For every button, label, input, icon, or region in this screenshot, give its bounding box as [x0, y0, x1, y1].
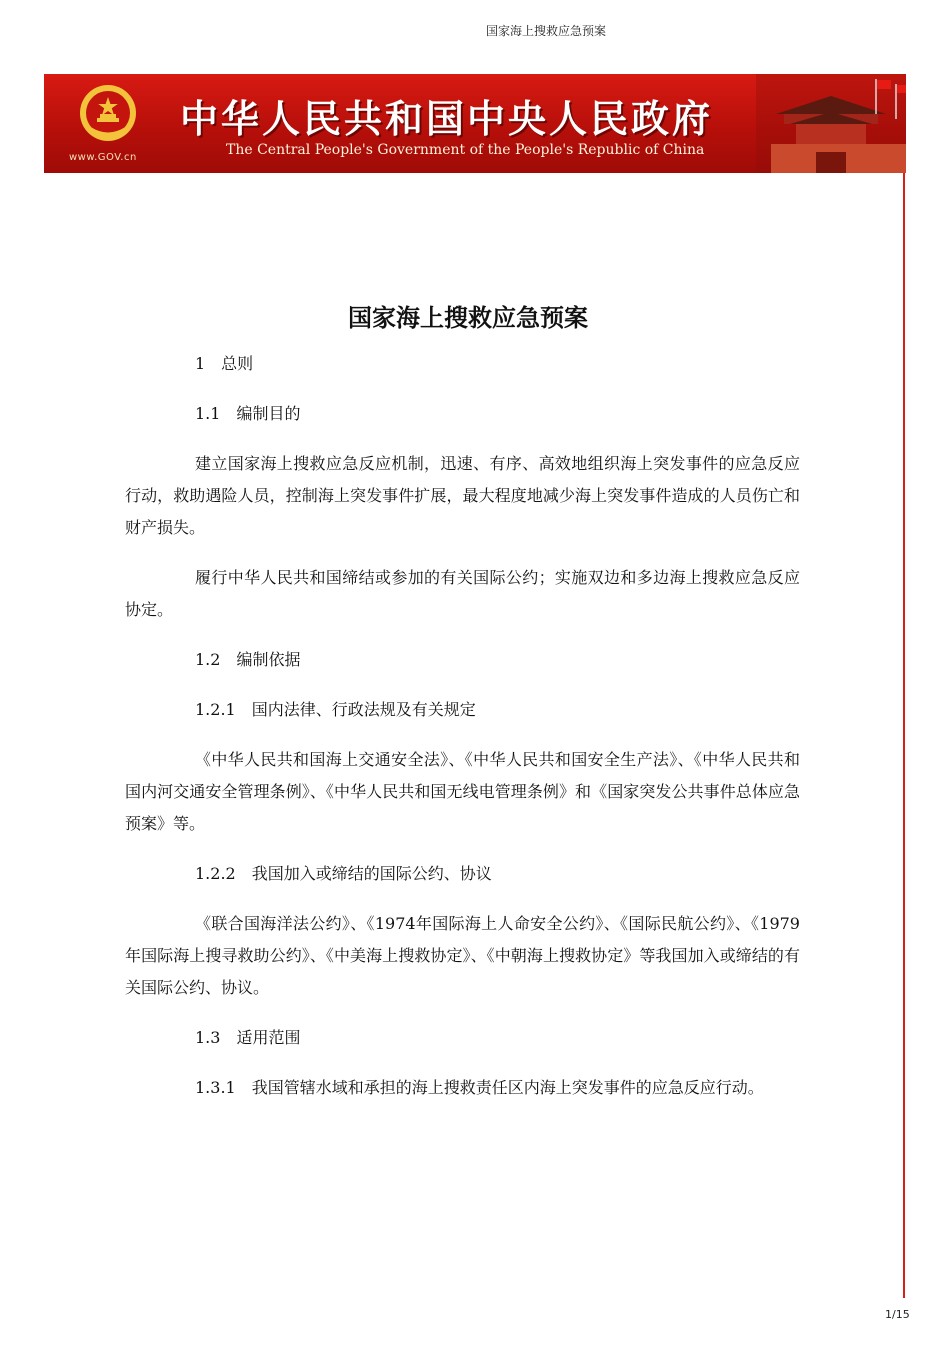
site-url: www.GOV.cn	[69, 152, 137, 163]
paragraph: 建立国家海上搜救应急反应机制，迅速、有序、高效地组织海上突发事件的应急反应行动，救助遇险人员，控制海上突发事件扩展，最大程度地减少海上突发事件造成的人员伤亡和财产损失。	[125, 454, 800, 537]
section-heading: 1.3 适用范围	[195, 1028, 301, 1047]
section-heading: 1.2 编制依据	[195, 650, 301, 669]
section-heading: 1 总则	[195, 354, 254, 373]
national-emblem-icon	[78, 83, 138, 143]
banner-title-cn: 中华人民共和国中央人民政府	[180, 97, 714, 141]
page-number: 1/15	[885, 1308, 910, 1321]
document-title: 国家海上搜救应急预案	[348, 304, 588, 332]
government-banner	[44, 74, 906, 173]
section-heading: 1.1 编制目的	[195, 404, 301, 423]
section-heading: 1.2.2 我国加入或缔结的国际公约、协议	[195, 864, 492, 883]
paragraph: 履行中华人民共和国缔结或参加的有关国际公约；实施双边和多边海上搜救应急反应协定。	[125, 568, 800, 619]
paragraph: 《联合国海洋法公约》、《1974年国际海上人命安全公约》、《国际民航公约》、《1979年国际海上搜寻救助公约》、《中美海上搜救协定》、《中朝海上搜救协定》等我国加入或缔结的有关国际公约、协议。	[125, 914, 800, 997]
document-body	[125, 348, 800, 1122]
margin-rule	[903, 173, 905, 1298]
paragraph: 1.3.1 我国管辖水域和承担的海上搜救责任区内海上突发事件的应急反应行动。	[195, 1078, 764, 1097]
section-heading: 1.2.1 国内法律、行政法规及有关规定	[195, 700, 476, 719]
tiananmen-gate-icon	[756, 74, 906, 173]
running-header: 国家海上搜救应急预案	[485, 24, 606, 38]
paragraph: 《中华人民共和国海上交通安全法》、《中华人民共和国安全生产法》、《中华人民共和国内河交通安全管理条例》、《中华人民共和国无线电管理条例》和《国家突发公共事件总体应急预案》等。	[125, 750, 800, 833]
banner-title-en: The Central People's Government of the People's Republic of China	[226, 142, 705, 158]
